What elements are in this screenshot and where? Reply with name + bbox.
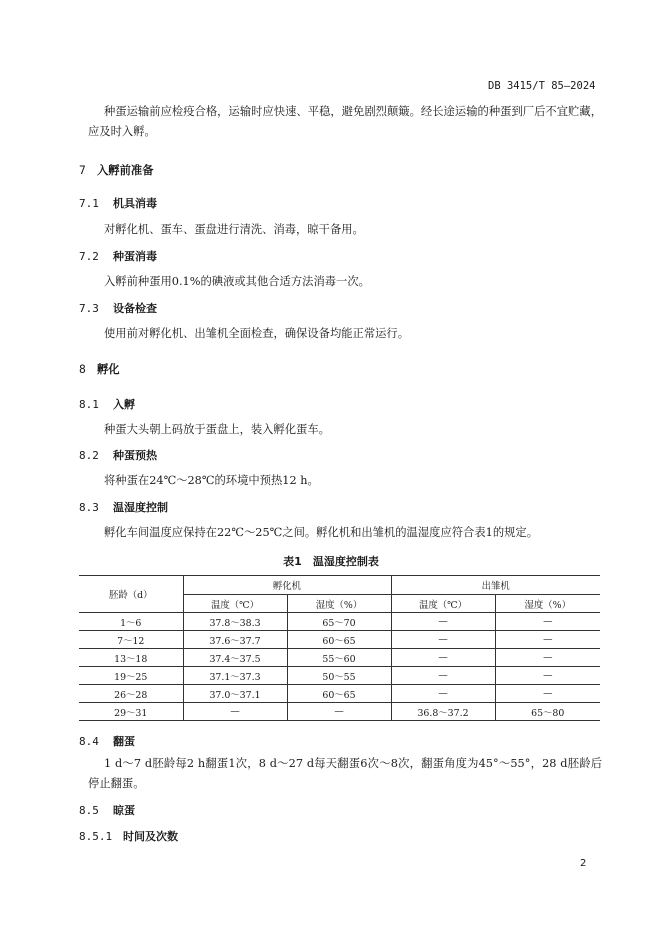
section-8-1-heading	[79, 396, 135, 412]
section-number: 7.3	[79, 302, 99, 315]
section-number: 8.5.1	[79, 830, 113, 843]
header-hatcher: 出雏机	[391, 576, 600, 595]
header-hatcher-humidity: 湿度（%）	[495, 595, 600, 613]
section-title: 时间及次数	[123, 830, 178, 843]
table-cell: 1～6	[79, 613, 183, 631]
table-cell: —	[391, 613, 495, 631]
section-title: 晾蛋	[113, 804, 135, 817]
standard-number: DB 3415/T 85—2024	[488, 80, 596, 92]
table-cell: —	[495, 667, 600, 685]
table-cell: 13～18	[79, 649, 183, 667]
table-cell: 50～55	[287, 667, 391, 685]
section-number: 8.5	[79, 804, 99, 817]
table-cell: 7～12	[79, 631, 183, 649]
table-cell: 37.6～37.7	[183, 631, 287, 649]
section-7-2-body: 入孵前种蛋用0.1%的碘液或其他合适方法消毒一次。	[104, 275, 370, 288]
table-row	[79, 613, 600, 631]
section-8-4-body: 1 d～7 d胚龄每2 h翻蛋1次，8 d～27 d每天翻蛋6次～8次，翻蛋角度为45°～55°，28 d胚龄后停止翻蛋。	[88, 757, 602, 790]
section-7-3-heading	[79, 300, 157, 316]
section-title: 孵化	[97, 363, 120, 376]
section-title: 温湿度控制	[113, 501, 168, 514]
table-row	[79, 667, 600, 685]
section-7-1-heading	[79, 195, 157, 211]
header-incubator-temp: 温度（℃）	[183, 595, 287, 613]
table-cell: 26～28	[79, 685, 183, 703]
section-8-5-1-heading	[79, 828, 178, 844]
table-cell: —	[391, 649, 495, 667]
table-row	[79, 649, 600, 667]
section-title: 种蛋预热	[113, 449, 157, 462]
table-row	[79, 631, 600, 649]
table-cell: —	[391, 685, 495, 703]
table-cell: 60～65	[287, 685, 391, 703]
section-8-2-heading	[79, 447, 157, 463]
section-number: 8	[79, 363, 86, 376]
section-number: 8.1	[79, 398, 99, 411]
table-cell: —	[495, 613, 600, 631]
table-cell: 36.8～37.2	[391, 703, 495, 721]
table-cell: —	[495, 631, 600, 649]
section-8-3-body: 孵化车间温度应保持在22℃～25℃之间。孵化机和出雏机的温湿度应符合表1的规定。	[104, 526, 539, 539]
section-title: 种蛋消毒	[113, 250, 157, 263]
table-cell: 19～25	[79, 667, 183, 685]
table-cell: 37.8～38.3	[183, 613, 287, 631]
section-8-3-heading	[79, 499, 168, 515]
header-embryo-age: 胚龄（d）	[79, 576, 183, 613]
section-title: 设备检查	[113, 302, 157, 315]
header-incubator-humidity: 湿度（%）	[287, 595, 391, 613]
table-cell: 65～80	[495, 703, 600, 721]
section-7-2-heading	[79, 248, 157, 264]
section-title: 入孵	[113, 398, 135, 411]
table-cell: 29～31	[79, 703, 183, 721]
header-incubator: 孵化机	[183, 576, 391, 595]
section-title: 入孵前准备	[97, 164, 154, 177]
section-8-heading	[79, 361, 120, 377]
section-number: 8.3	[79, 501, 99, 514]
table-cell: —	[183, 703, 287, 721]
section-7-1-body: 对孵化机、蛋车、蛋盘进行清洗、消毒，晾干备用。	[104, 223, 364, 236]
temperature-humidity-table	[79, 575, 600, 721]
section-8-1-body: 种蛋大头朝上码放于蛋盘上，装入孵化蛋车。	[104, 423, 330, 436]
table-cell: —	[287, 703, 391, 721]
section-number: 7.1	[79, 197, 99, 210]
section-8-2-body: 将种蛋在24℃～28℃的环境中预热12 h。	[104, 474, 319, 487]
table-cell: 65～70	[287, 613, 391, 631]
table-cell: —	[391, 667, 495, 685]
section-number: 8.4	[79, 735, 99, 748]
table-cell: 55～60	[287, 649, 391, 667]
section-8-4-heading	[79, 733, 135, 749]
table-cell: —	[495, 685, 600, 703]
section-7-heading	[79, 162, 154, 178]
table-cell: —	[391, 631, 495, 649]
intro-paragraph: 种蛋运输前应检疫合格，运输时应快速、平稳，避免剧烈颠簸。经长途运输的种蛋到厂后不宜贮藏，应及时入孵。	[88, 105, 602, 138]
table-cell: 37.4～37.5	[183, 649, 287, 667]
table-caption: 表1 温湿度控制表	[283, 555, 379, 568]
header-hatcher-temp: 温度（℃）	[391, 595, 495, 613]
table-cell: 37.0～37.1	[183, 685, 287, 703]
section-number: 7	[79, 164, 86, 177]
table-cell: 37.1～37.3	[183, 667, 287, 685]
section-8-5-heading	[79, 802, 135, 818]
section-title: 翻蛋	[113, 735, 135, 748]
section-number: 8.2	[79, 449, 99, 462]
table-row	[79, 685, 600, 703]
table-cell: —	[495, 649, 600, 667]
table-cell: 60～65	[287, 631, 391, 649]
page-number: 2	[580, 858, 587, 869]
section-7-3-body: 使用前对孵化机、出雏机全面检查，确保设备均能正常运行。	[104, 327, 410, 340]
table-row	[79, 703, 600, 721]
section-title: 机具消毒	[113, 197, 157, 210]
section-number: 7.2	[79, 250, 99, 263]
